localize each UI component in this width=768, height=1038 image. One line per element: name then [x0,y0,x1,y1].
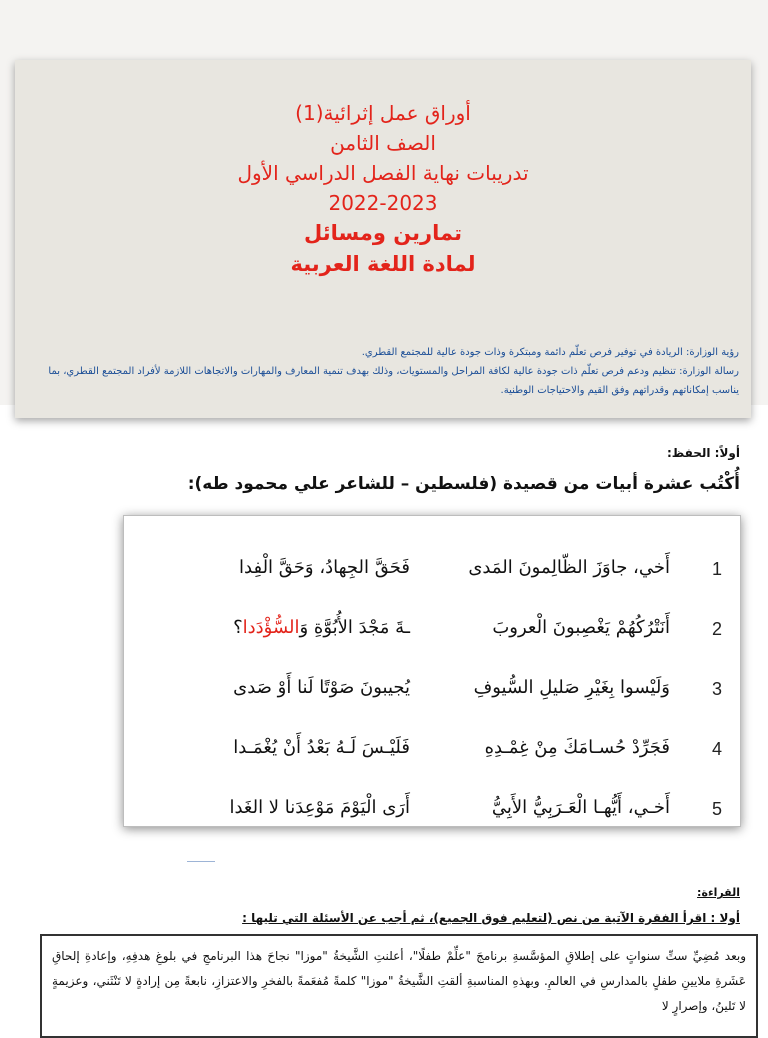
question-mark: ؟ [233,617,243,638]
school-year: 2022-2023 [328,191,438,215]
ministry-mission: رسالة الوزارة: تنظيم ودعم فرص تعلّم ذات جودة عالية لكافة المراحل والمستويات، وذلك بهدف تنمية المعارف والمهارات والاتجاهات اللازمة لأفراد المجتمع القطري، بما يناسب إمكاناتهم وقدراتهم وفق القيم والاحتياجات الوطنية. [48,366,739,396]
second-hemistich [150,617,410,638]
memorization-label: أولاً: الحفظ: [666,446,740,460]
cover-card [15,60,751,418]
reading-instruction: أولا : اقرأ الفقرة الآتية من نص (لتعليم فوق الجميع)، ثم أجب عن الأسئلة التي تليها : [242,911,740,925]
worksheet-title: أوراق عمل إثرائية(1) [295,101,471,125]
highlighted-word: السُّؤْدَدا [242,617,300,638]
reading-passage: وبعد مُضِيِّ ستِّ سنواتٍ على إطلاقِ المؤسَّسةِ برنامجَ "علِّمْ طفلًا"، أعلنتِ الشَّيخةُ "موزا" نجاحَ هذا البرنامجِ في بلوغِ هدفِهِ، وإعادةِ إلحاقِ عَشَرةِ ملايينِ طفلٍ بالمدارسِ في العالمِ. وبهذهِ المناسبةِ ألقتِ الشَّيخةُ "موزا" كلمةً مُفعَمةً بالفخرِ والاعتزازِ، نابعةً مِن إرادةٍ لا تَنْثَني، وعزيمةٍ لا تَلينُ، وإصرارٍ لا [52,949,746,1013]
cover-title-block [15,98,751,280]
first-hemistich: أَخي، جاوَزَ الظّالِمونَ المَدى [468,557,670,578]
ministry-statement [27,343,739,400]
poem-line [124,611,740,651]
divider-mark [187,861,215,862]
second-hemistich-text: ـةَ مَجْدَ الأُبُوَّةِ وَ [299,617,410,638]
poem-line [124,551,740,591]
first-hemistich: أَنَتْرُكُهُمْ يَغْصِبونَ الْعروبَ [492,617,670,638]
line-number: 2 [711,619,722,639]
exercises-title: تمارين ومسائل [304,221,462,245]
grade-title: الصف الثامن [330,131,436,155]
first-hemistich: أَخـي، أَيُّهـا الْعَـرَبِيُّ الأَبِيُّ [491,797,670,818]
line-number: 3 [711,679,722,699]
memorization-instruction: أُكْتُب عشرة أبيات من قصيدة (فلسطين – للشاعر علي محمود طه): [187,474,740,494]
line-number: 4 [711,739,722,759]
second-hemistich: فَحَقَّ الجِهادُ، وَحَقَّ الْفِدا [239,557,410,578]
poem-line [124,731,740,771]
line-number: 1 [711,559,722,579]
ministry-vision: رؤية الوزارة: الريادة في توفير فرص تعلّم دائمة ومبتكرة وذات جودة عالية للمجتمع القطري. [361,347,739,358]
line-number: 5 [711,799,722,819]
second-hemistich: أَرَى الْيَوْمَ مَوْعِدَنا لا الغَدا [229,797,410,818]
poem-line [124,791,740,831]
subject-title: لمادة اللغة العربية [290,252,476,276]
term-title: تدريبات نهاية الفصل الدراسي الأول [237,161,529,185]
poem-line [124,671,740,711]
first-hemistich: وَلَيْسوا بِغَيْرِ صَليلِ السُّيوفِ [473,677,670,698]
second-hemistich: فَلَيْـسَ لَـهُ بَعْدُ أَنْ يُغْمَـدا [233,737,410,758]
first-hemistich: فَجَرِّدْ حُسـامَكَ مِنْ غِمْـدِهِ [484,737,670,758]
reading-label: القراءة: [697,886,740,899]
passage-box [40,934,758,1038]
second-hemistich: يُجيبونَ صَوْتًا لَنا أَوْ صَدى [233,677,410,698]
poem-box [123,515,741,827]
